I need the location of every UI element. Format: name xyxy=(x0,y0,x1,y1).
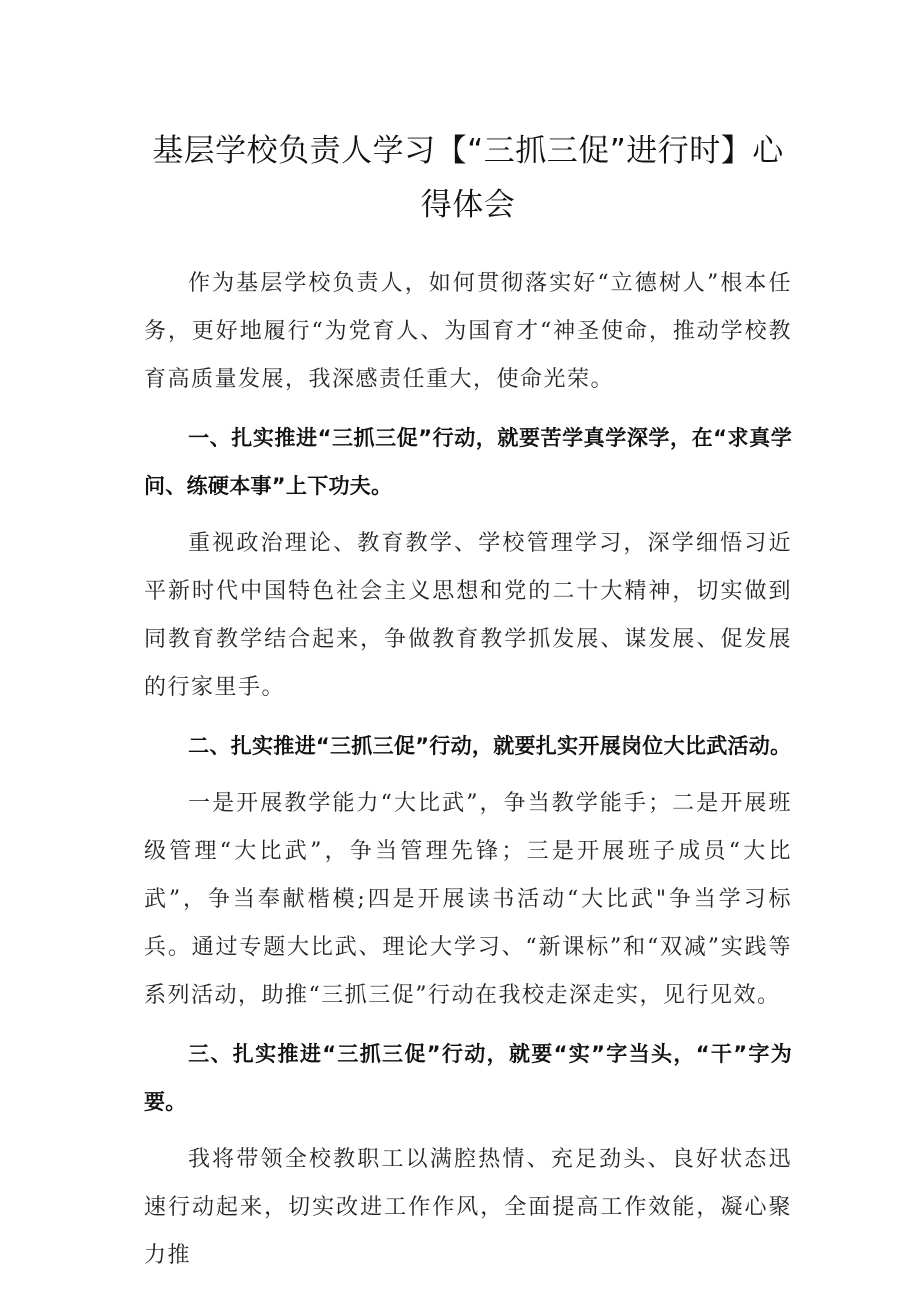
document-title xyxy=(144,124,792,232)
document-body xyxy=(144,260,792,1280)
section-heading-2: 二、扎实推进“三抓三促”行动，就要扎实开展岗位大比武活动。 xyxy=(188,734,792,758)
intro-paragraph: 作为基层学校负责人，如何贯彻落实好“立德树人”根本任务，更好地履行“为党育人、为国育才“神圣使命，推动学校教育高质量发展，我深感责任重大，使命光荣。 xyxy=(144,271,792,392)
section-heading-1: 一、扎实推进“三抓三促”行动，就要苦学真学深学，在“求真学问、练硬本事”上下功夫。 xyxy=(144,426,792,498)
section-2-paragraph: 一是开展教学能力“大比武”，争当教学能手；二是开展班级管理“大比武”，争当管理先锋；三是开展班子成员“大比武”，争当奉献楷模;四是开展读书活动“大比武"争当学习标兵。通过专题大比武、理论大学习、“新课标”和“双减”实践等系列活动，助推“三抓三促”行动在我校走深走实，见行见效。 xyxy=(144,791,792,1008)
title-line-2: 得体会 xyxy=(420,187,516,223)
section-3-paragraph: 我将带领全校教职工以满腔热情、充足劲头、良好状态迅速行动起来，切实改进工作作风，全面提高工作效能，凝心聚力推 xyxy=(144,1147,792,1268)
title-line-1: 基层学校负责人学习【“三抓三促”进行时】心 xyxy=(152,133,784,169)
section-1-paragraph: 重视政治理论、教育教学、学校管理学习，深学细悟习近平新时代中国特色社会主义思想和党的二十大精神，切实做到同教育教学结合起来，争做教育教学抓发展、谋发展、促发展的行家里手。 xyxy=(144,531,792,700)
section-heading-3: 三、扎实推进“三抓三促”行动，就要“实”字当头，“干”字为要。 xyxy=(144,1042,792,1114)
